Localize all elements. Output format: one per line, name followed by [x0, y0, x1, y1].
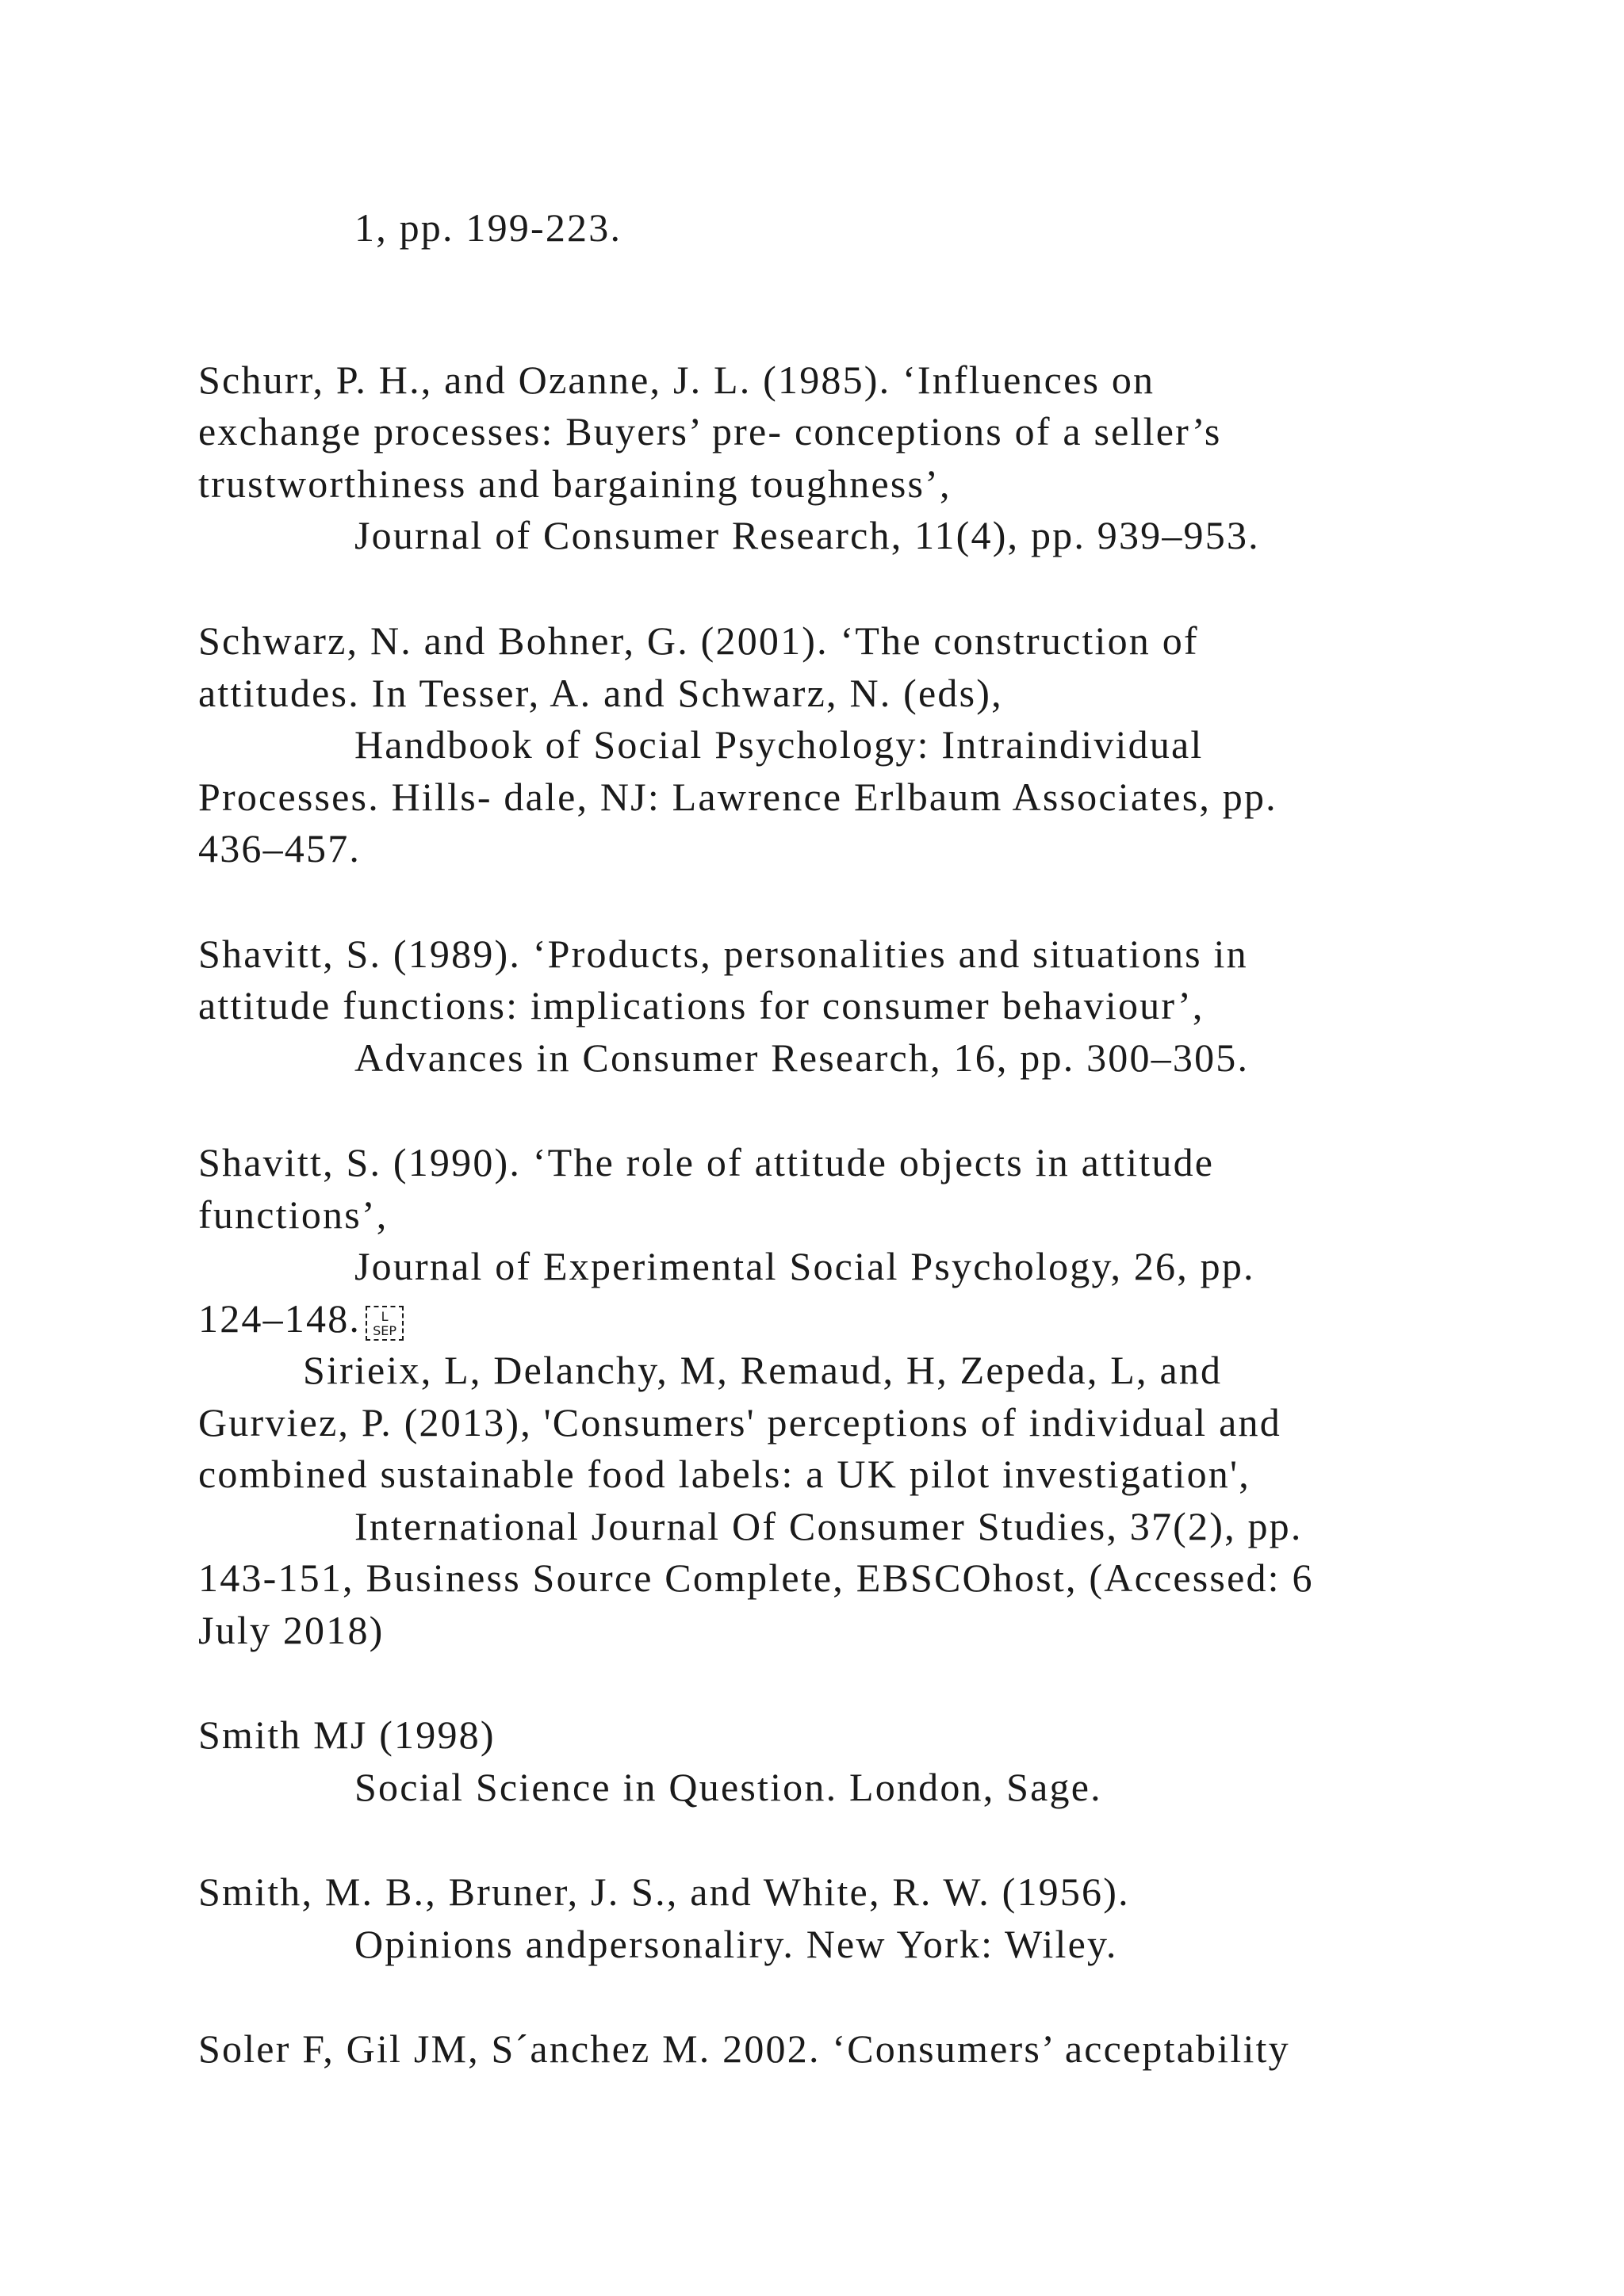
text-line: Gurviez, P. (2013), 'Consumers' perceptions of individual and [198, 1400, 1281, 1445]
text-line: Journal of Consumer Research, 11(4), pp. 939–953. [354, 513, 1260, 557]
text-line: Smith MJ (1998) [198, 1712, 496, 1757]
separator-glyph-icon [366, 1306, 404, 1341]
text-line: Journal of Experimental Social Psychology, 26, pp. [354, 1244, 1255, 1288]
text-line: exchange processes: Buyers’ pre- conceptions of a seller’s [198, 409, 1222, 453]
text-line: International Journal Of Consumer Studies, 37(2), pp. [354, 1504, 1303, 1548]
text-line: Social Science in Question. London, Sage. [354, 1765, 1102, 1809]
text-line: Shavitt, S. (1989). ‘Products, personalities and situations in [198, 932, 1248, 976]
text-line: 436–457. [198, 826, 362, 871]
text-line: Schurr, P. H., and Ozanne, J. L. (1985). ‘Influences on [198, 358, 1155, 402]
text-line: trustworthiness and bargaining toughness’, [198, 461, 952, 506]
sep-glyph-bottom: SEP [373, 1323, 397, 1338]
text-line: combined sustainable food labels: a UK pilot investigation', [198, 1452, 1251, 1496]
text-line: 143-151, Business Source Complete, EBSCOhost, (Accessed: 6 [198, 1556, 1314, 1600]
text-line: Shavitt, S. (1990). ‘The role of attitude objects in attitude [198, 1140, 1215, 1184]
text-line: Processes. Hills- dale, NJ: Lawrence Erlbaum Associates, pp. [198, 775, 1277, 819]
text-line: 1, pp. 199-223. [354, 205, 622, 250]
text-line: attitudes. In Tesser, A. and Schwarz, N. (eds), [198, 671, 1003, 715]
text-line: Handbook of Social Psychology: Intraindividual [354, 722, 1204, 767]
text-line: attitude functions: implications for consumer behaviour’, [198, 983, 1205, 1027]
text-line: Schwarz, N. and Bohner, G. (2001). ‘The construction of [198, 618, 1199, 663]
text-line: July 2018) [198, 1608, 385, 1652]
text-line: Opinions andpersonaliry. New York: Wiley. [354, 1922, 1118, 1966]
text-fragment: 124–148. [198, 1296, 362, 1341]
text-line-with-sep [198, 1296, 404, 1341]
sep-glyph-top: L [381, 1309, 389, 1325]
text-line: Advances in Consumer Research, 16, pp. 300–305. [354, 1035, 1250, 1080]
text-line: functions’, [198, 1192, 389, 1237]
text-line: Soler F, Gil JM, S´anchez M. 2002. ‘Consumers’ acceptability [198, 2026, 1290, 2071]
text-line: Sirieix, L, Delanchy, M, Remaud, H, Zepeda, L, and [303, 1348, 1223, 1392]
text-line: Smith, M. B., Bruner, J. S., and White, R. W. (1956). [198, 1869, 1130, 1914]
